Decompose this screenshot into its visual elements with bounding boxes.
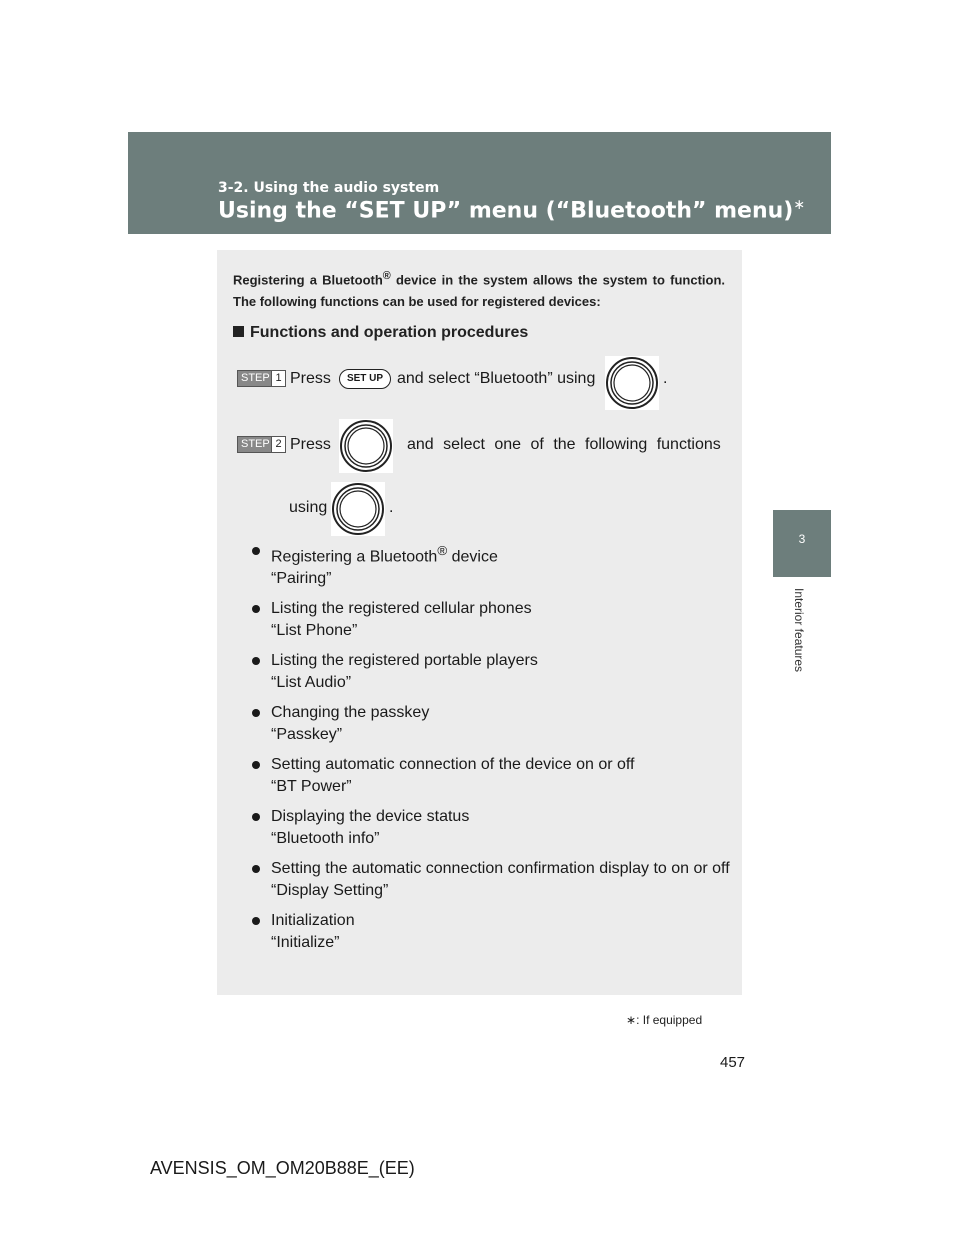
function-title: Initialization xyxy=(271,912,355,930)
step-2-using: using xyxy=(289,499,328,516)
function-list xyxy=(252,540,732,962)
list-item xyxy=(252,598,732,641)
function-title-suffix: device xyxy=(447,548,498,566)
header-band xyxy=(128,132,831,234)
tune-select-knob-icon xyxy=(331,482,385,536)
function-option: “Pairing” xyxy=(271,569,332,587)
list-item xyxy=(252,540,732,589)
list-item xyxy=(252,650,732,693)
section-heading xyxy=(233,324,528,342)
function-title: Listing the registered portable players xyxy=(271,652,538,670)
list-item xyxy=(252,754,732,797)
function-option: “List Phone” xyxy=(271,621,358,639)
list-item xyxy=(252,858,732,901)
list-item xyxy=(252,806,732,849)
step-number: 1 xyxy=(271,371,285,386)
footnote-text: : If equipped xyxy=(636,1013,703,1027)
bullet-icon xyxy=(252,605,260,613)
function-option: “List Audio” xyxy=(271,673,352,691)
list-item xyxy=(252,910,732,953)
step-2-press: Press xyxy=(290,436,331,453)
tune-select-knob-icon xyxy=(605,356,659,410)
bullet-icon xyxy=(252,657,260,665)
function-title: Listing the registered cellular phones xyxy=(271,600,532,618)
step-2-text: and select one of the following functions xyxy=(407,436,721,453)
function-option: “Initialize” xyxy=(271,933,340,951)
list-item xyxy=(252,702,732,745)
step-2-badge xyxy=(237,436,286,453)
content-box xyxy=(217,250,742,995)
step-1-press: Press xyxy=(290,370,331,387)
function-option: “Display Setting” xyxy=(271,881,389,899)
section-heading-text: Functions and operation procedures xyxy=(250,324,529,341)
document-code: AVENSIS_OM_OM20B88E_(EE) xyxy=(150,1158,415,1178)
square-bullet-icon xyxy=(233,326,244,337)
function-option: “BT Power” xyxy=(271,777,352,795)
bullet-icon xyxy=(252,917,260,925)
function-title: Setting automatic connection of the device on or off xyxy=(271,756,635,774)
step-number: 2 xyxy=(271,437,285,452)
asterisk-mark: ∗ xyxy=(793,197,806,213)
step-1-end: . xyxy=(663,370,668,387)
bullet-icon xyxy=(252,761,260,769)
function-title: Registering a Bluetooth xyxy=(271,548,438,566)
section-label: 3-2. Using the audio system xyxy=(218,180,440,196)
bullet-icon xyxy=(252,547,260,555)
step-label: STEP xyxy=(241,438,270,450)
bullet-icon xyxy=(252,865,260,873)
chapter-number: 3 xyxy=(798,532,806,546)
footnote xyxy=(626,1013,702,1027)
intro-text xyxy=(233,265,725,313)
registered-mark: ® xyxy=(382,270,391,282)
function-option: “Bluetooth info” xyxy=(271,829,380,847)
function-title: Displaying the device status xyxy=(271,808,470,826)
function-option: “Passkey” xyxy=(271,725,343,743)
step-1-badge xyxy=(237,370,286,387)
step-2-end: . xyxy=(389,499,394,516)
bullet-icon xyxy=(252,813,260,821)
function-title: Changing the passkey xyxy=(271,704,430,722)
intro-part2: device in the system allows the system to function. The following functions can be used for registered devices: xyxy=(233,272,725,310)
intro-part1: Registering a Bluetooth xyxy=(233,272,383,288)
bullet-icon xyxy=(252,709,260,717)
chapter-label: Interior features xyxy=(792,588,806,673)
page-title xyxy=(218,197,805,223)
asterisk-mark: ∗ xyxy=(626,1013,637,1027)
page-title-text: Using the “SET UP” menu (“Bluetooth” menu) xyxy=(218,198,794,224)
function-title: Setting the automatic connection confirmation display to on or off xyxy=(271,860,730,878)
step-label: STEP xyxy=(241,372,270,384)
registered-mark: ® xyxy=(437,543,448,558)
step-1-text: and select “Bluetooth” using xyxy=(397,370,596,387)
tune-select-knob-icon xyxy=(339,419,393,473)
chapter-tab xyxy=(773,510,831,577)
setup-button-icon: SET UP xyxy=(339,369,391,389)
page-number: 457 xyxy=(720,1054,746,1071)
